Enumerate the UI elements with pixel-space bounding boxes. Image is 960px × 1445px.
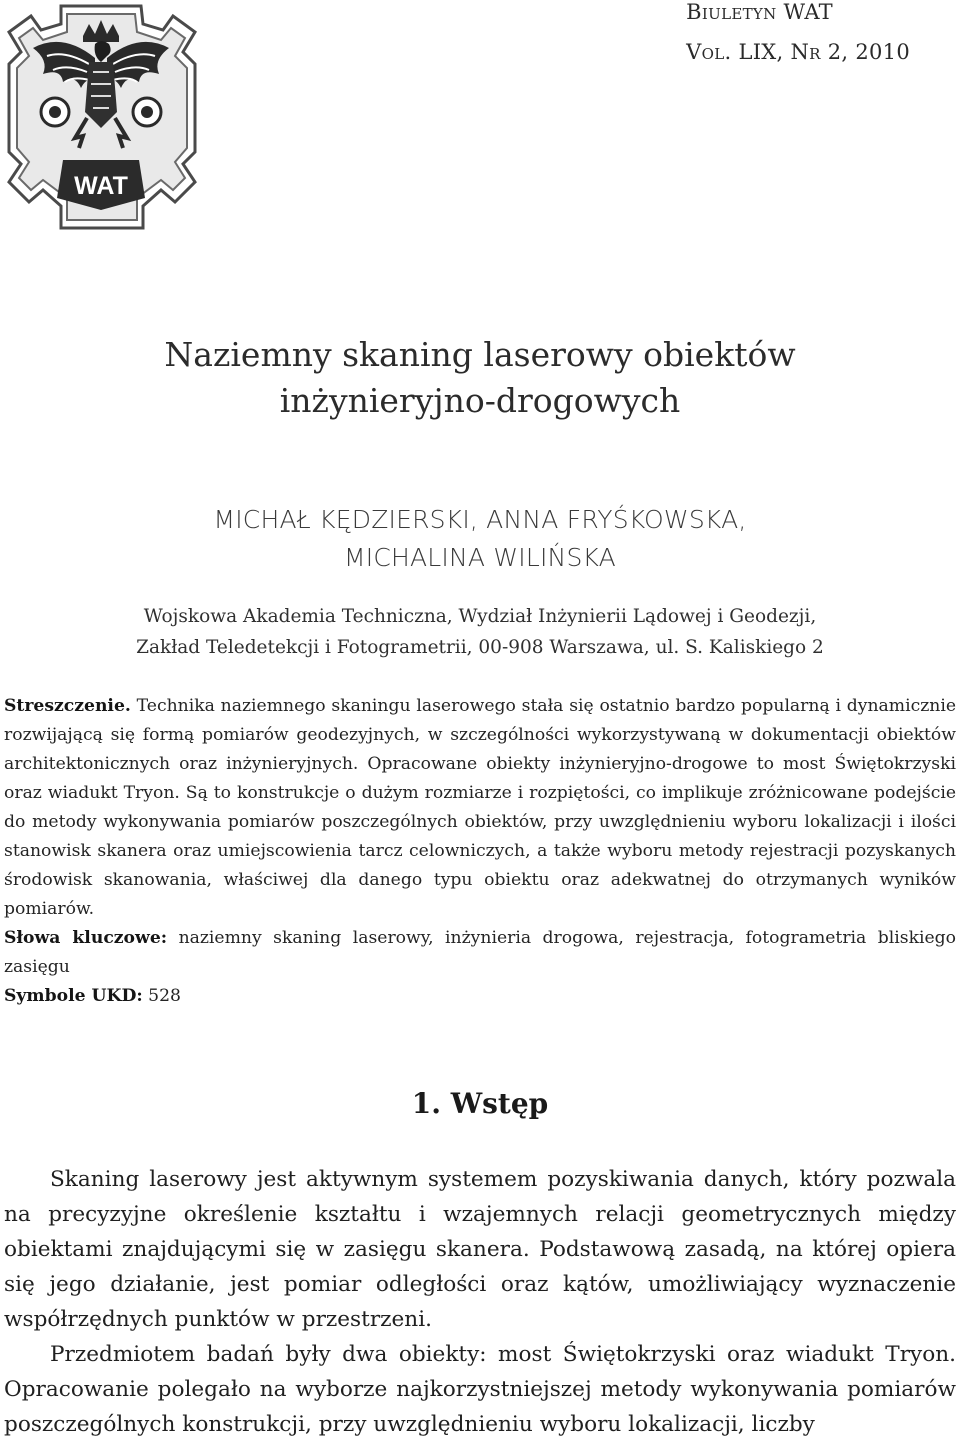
body-paragraph-2: Przedmiotem badań były dwa obiekty: most Świętokrzyski oraz wiadukt Tryon. Opracowanie polegało na wyborze najkorzystniejszej metody wykonywania pomiarów poszczególnych konstrukcji, przy uwzględnieniu wyboru lokalizacji, liczby xyxy=(4,1342,956,1437)
ukd-paragraph xyxy=(4,982,956,1011)
journal-header xyxy=(686,0,910,80)
logo-text: WAT xyxy=(74,172,128,200)
authors-line-2: MICHALINA WILIŃSKA xyxy=(344,543,616,572)
abstract-label: Streszczenie. xyxy=(4,696,131,716)
affiliation-line-1: Wojskowa Akademia Techniczna, Wydział Inżynierii Lądowej i Geodezji, xyxy=(143,606,817,627)
keywords-text: naziemny skaning laserowy, inżynieria drogowa, rejestracja, fotogrametria bliskiego zasięgu xyxy=(4,928,957,977)
ukd-value: 528 xyxy=(148,986,181,1006)
section-heading: 1. Wstęp xyxy=(411,1087,549,1120)
ukd-label: Symbole UKD: xyxy=(4,986,143,1006)
volume-info: Vol. LIX, Nr 2, 2010 xyxy=(686,40,910,64)
abstract-text: Technika naziemnego skaningu laserowego stała się ostatnio bardzo popularną i dynamicznie rozwijającą się formą pomiarów geodezyjnych, w szczególności wykorzystywaną w dokumentacji obiektów architektonicznych oraz inżynieryjnych. Opracowane obiekty inżynieryjno-drogowe to most Świętokrzyski oraz wiadukt Tryon. Są to konstrukcje o dużym rozmiarze i rozpiętości, co implikuje zróżnicowane podejście do metody wykonywania pomiarów poszczególnych obiektów, przy uwzględnieniu wyboru lokalizacji i ilości stanowisk skanera oraz umiejscowienia tarcz celowniczych, a także wyboru metody rejestracji pozyskanych środowisk skanowania, właściwej dla danego typu obiektu oraz adekwatnej do otrzymanych wyników pomiarów. xyxy=(4,696,957,919)
keywords-paragraph xyxy=(4,924,956,982)
affiliation xyxy=(60,601,900,663)
abstract-block xyxy=(4,692,956,1011)
authors-line-1: MICHAŁ KĘDZIERSKI, ANNA FRYŚKOWSKA, xyxy=(213,505,747,534)
wat-logo xyxy=(3,2,198,237)
affiliation-line-2: Zakład Teledetekcji i Fotogrametrii, 00-908 Warszawa, ul. S. Kaliskiego 2 xyxy=(136,637,824,658)
title-line-2: inżynieryjno-drogowych xyxy=(279,381,681,420)
article-title xyxy=(60,332,900,424)
abstract-paragraph xyxy=(4,692,956,924)
article-authors xyxy=(60,501,900,577)
keywords-label: Słowa kluczowe: xyxy=(4,928,168,948)
body-paragraph-1: Skaning laserowy jest aktywnym systemem pozyskiwania danych, który pozwala na precyzyjne określenie kształtu i wzajemnych relacji geometrycznych między obiektami znajdującymi się w zasięgu skanera. Podstawową zasadą, na której opiera się jego działanie, jest pomiar odległości oraz kątów, umożliwiający wyznaczenie współrzędnych punktów w przestrzeni. xyxy=(4,1167,956,1332)
journal-name: Biuletyn WAT xyxy=(686,0,833,24)
body-text xyxy=(4,1162,956,1442)
title-line-1: Naziemny skaning laserowy obiektów xyxy=(164,335,796,374)
